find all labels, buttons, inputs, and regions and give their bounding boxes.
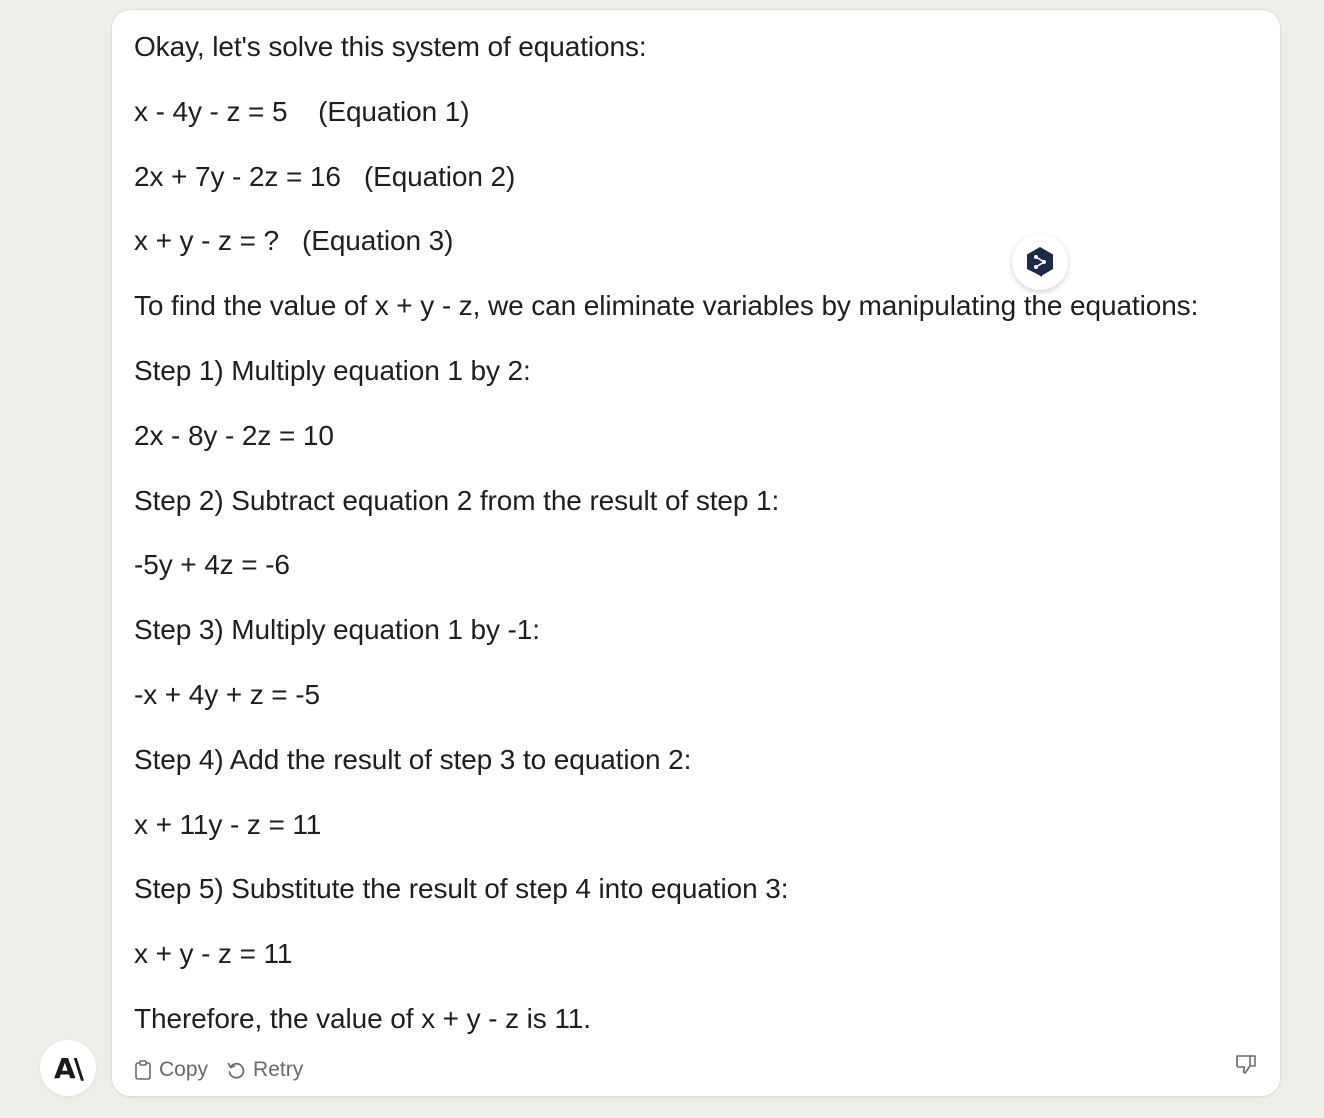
message-line: Step 5) Substitute the result of step 4 into equation 3:	[134, 873, 789, 905]
copy-label: Copy	[159, 1058, 209, 1081]
message-line: Step 4) Add the result of step 3 to equation 2:	[134, 743, 692, 775]
message-line: Okay, let's solve this system of equations:	[134, 31, 647, 62]
message-actions	[134, 1058, 303, 1082]
message-line: x + y - z = ? (Equation 3)	[134, 225, 454, 257]
assistant-message	[112, 10, 1280, 1096]
message-line: x + 11y - z = 11	[134, 808, 322, 840]
message-line: 2x - 8y - 2z = 10	[134, 419, 334, 451]
message-line: 2x + 7y - 2z = 16 (Equation 2)	[134, 160, 516, 192]
deepl-icon	[1025, 246, 1055, 278]
thumbs-down-icon	[1234, 1052, 1258, 1076]
message-line: -5y + 4z = -6	[134, 549, 290, 581]
message-line: Step 3) Multiply equation 1 by -1:	[134, 614, 540, 646]
retry-button[interactable]	[226, 1058, 303, 1082]
message-line: Therefore, the value of x + y - z is 11.	[134, 1002, 591, 1034]
deepl-translate-button[interactable]	[1012, 234, 1068, 290]
message-line: To find the value of x + y - z, we can eliminate variables by manipulating the equations:	[134, 290, 1199, 322]
copy-button[interactable]	[134, 1058, 208, 1082]
message-body	[134, 30, 1264, 1036]
message-line: Step 2) Subtract equation 2 from the result of step 1:	[134, 484, 780, 516]
thumbs-down-button[interactable]	[1234, 1052, 1258, 1076]
clipboard-icon	[134, 1060, 152, 1080]
message-line: -x + 4y + z = -5	[134, 678, 320, 710]
message-line: x + y - z = 11	[134, 938, 293, 970]
message-line: x - 4y - z = 5 (Equation 1)	[134, 95, 470, 127]
message-line: Step 1) Multiply equation 1 by 2:	[134, 354, 531, 386]
anthropic-avatar: A\	[40, 1040, 96, 1096]
retry-label: Retry	[253, 1058, 304, 1081]
retry-icon	[226, 1060, 246, 1080]
